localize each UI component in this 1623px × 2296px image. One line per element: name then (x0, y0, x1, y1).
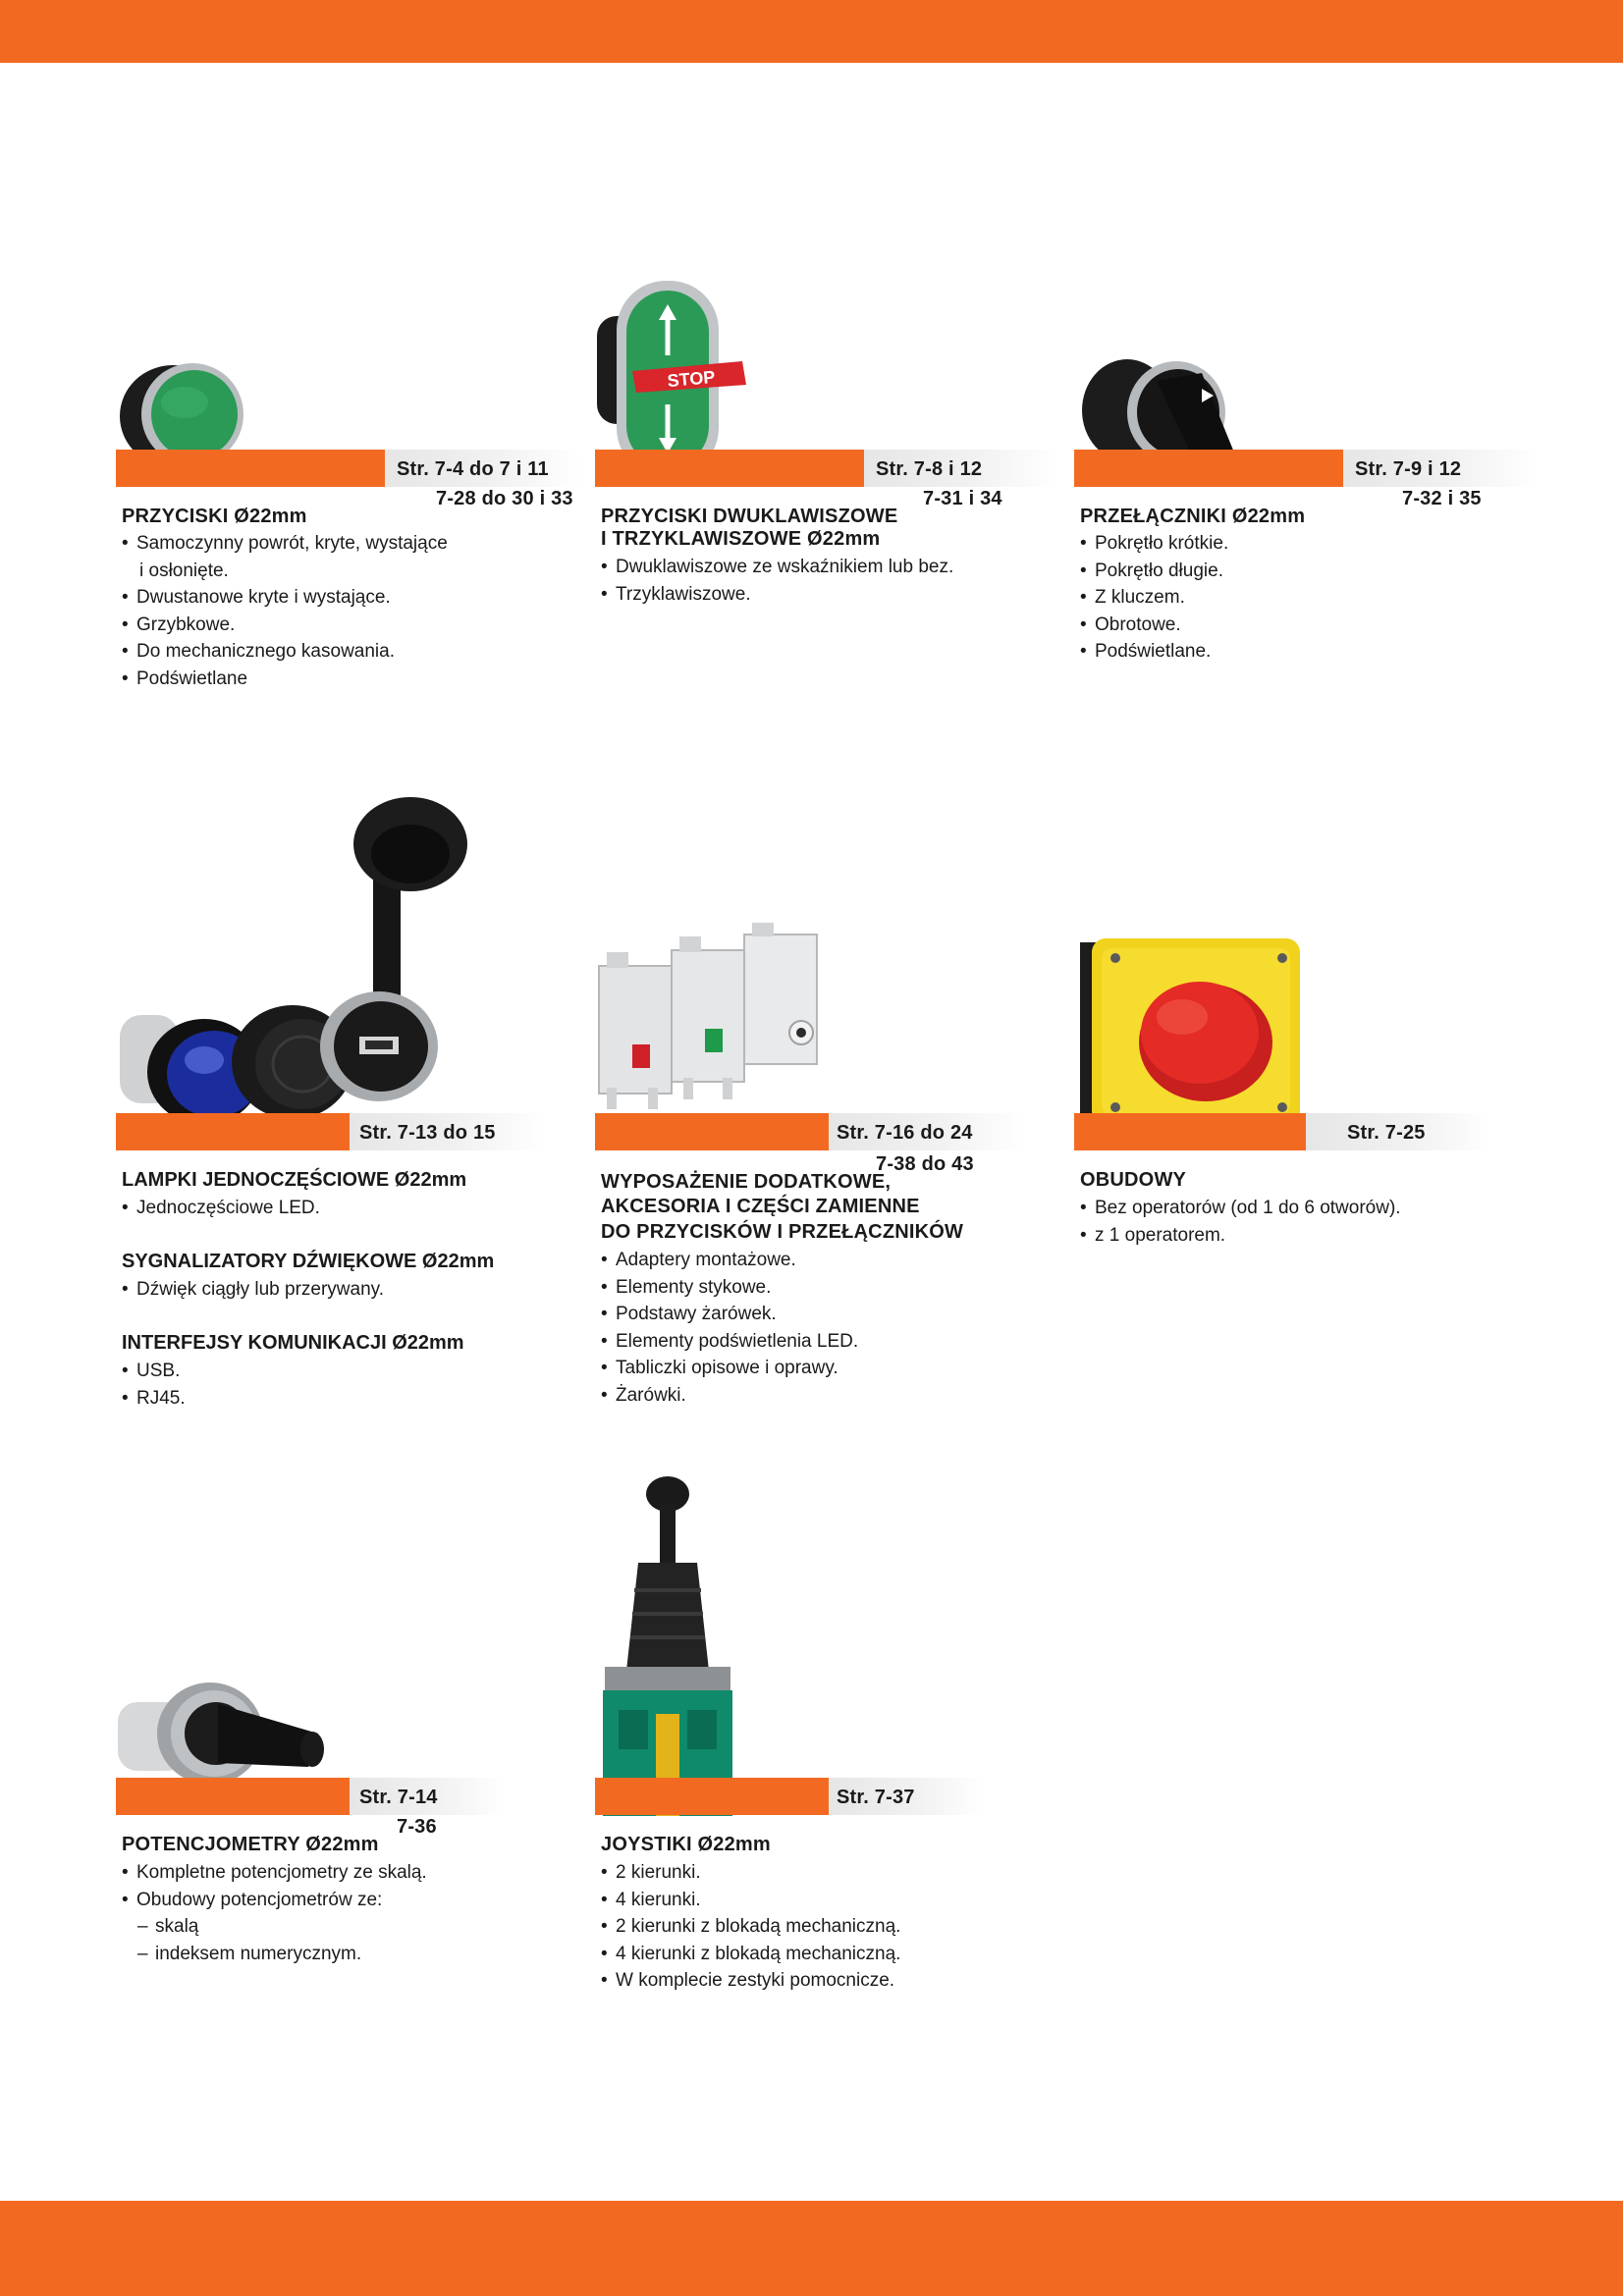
feature-list (122, 1276, 384, 1304)
list-item: • Tabliczki opisowe i oprawy. (601, 1355, 858, 1382)
page-ref: Str. 7-9 i 12 (1355, 458, 1462, 480)
list-item: • 4 kierunki z blokadą mechaniczną. (601, 1941, 900, 1968)
list-item: • Dwustanowe kryte i wystające. (122, 584, 448, 612)
product-title: WYPOSAŻENIE DODATKOWE, (601, 1171, 892, 1193)
list-item: • Dwuklawiszowe ze wskaźnikiem lub bez. (601, 554, 953, 581)
product-title: POTENCJOMETRY Ø22mm (122, 1834, 379, 1855)
list-item: • Żarówki. (601, 1382, 858, 1410)
product-title-3: DO PRZYCISKÓW I PRZEŁĄCZNIKÓW (601, 1221, 964, 1243)
pilot-light-buzzer-usb-icon (116, 797, 489, 1121)
product-title: PRZYCISKI DWUKLAWISZOWE (601, 506, 898, 527)
list-item: • W komplecie zestyki pomocnicze. (601, 1967, 900, 1995)
ref-bar (595, 1778, 829, 1815)
list-item: • Kompletne potencjometry ze skalą. (122, 1859, 427, 1887)
list-item: • Dźwięk ciągły lub przerywany. (122, 1276, 384, 1304)
section-title: INTERFEJSY KOMUNIKACJI Ø22mm (122, 1332, 464, 1354)
ref-bar (1074, 1113, 1306, 1150)
list-item: • Grzybkowe. (122, 612, 448, 639)
ref-bar (1074, 450, 1343, 487)
list-item: • Obudowy potencjometrów ze: (122, 1887, 427, 1914)
list-item: • Do mechanicznego kasowania. (122, 638, 448, 666)
product-title: PRZYCISKI Ø22mm (122, 506, 307, 527)
page-ref: Str. 7-8 i 12 (876, 458, 983, 480)
feature-list (601, 1859, 900, 1995)
page-ref: Str. 7-37 (837, 1787, 915, 1808)
page-ref: Str. 7-16 do 24 (837, 1122, 973, 1144)
list-item: • Z kluczem. (1080, 584, 1228, 612)
list-item: • Elementy stykowe. (601, 1274, 858, 1302)
bottom-orange-band (0, 2201, 1623, 2296)
top-orange-band (0, 0, 1623, 63)
page-ref-2: 7-36 (397, 1816, 437, 1838)
feature-list (601, 1247, 858, 1409)
feature-list (122, 1358, 186, 1412)
page-ref-2: 7-32 i 35 (1402, 488, 1482, 509)
list-item: • USB. (122, 1358, 186, 1385)
feature-list (122, 530, 448, 692)
stop-label: STOP (666, 366, 717, 392)
list-item: i osłonięte. (139, 560, 229, 581)
list-item: • Jednoczęściowe LED. (122, 1195, 320, 1222)
list-item: • Pokrętło długie. (1080, 558, 1228, 585)
list-item: • Adaptery montażowe. (601, 1247, 858, 1274)
list-item: • Obrotowe. (1080, 612, 1228, 639)
page-ref-2: 7-31 i 34 (923, 488, 1002, 509)
product-title: JOYSTIKI Ø22mm (601, 1834, 771, 1855)
joystick-icon (599, 1474, 736, 1816)
ref-bar (595, 450, 864, 487)
list-item: • Podświetlane (122, 666, 448, 693)
list-subitem: – skalą (122, 1913, 427, 1941)
page-ref-2: 7-28 do 30 i 33 (436, 488, 573, 509)
list-item: • z 1 operatorem. (1080, 1222, 1401, 1250)
product-title: PRZEŁĄCZNIKI Ø22mm (1080, 506, 1306, 527)
feature-list (122, 1195, 320, 1222)
product-title-2: I TRZYKLAWISZOWE Ø22mm (601, 528, 881, 550)
emergency-stop-enclosure-icon (1080, 934, 1306, 1131)
page-ref: Str. 7-13 do 15 (359, 1122, 496, 1144)
ref-bar (595, 1113, 829, 1150)
list-item: • Podświetlane. (1080, 638, 1228, 666)
list-item: • 2 kierunki. (601, 1859, 900, 1887)
list-item: • Pokrętło krótkie. (1080, 530, 1228, 558)
feature-list (601, 554, 953, 608)
list-item: • RJ45. (122, 1385, 186, 1413)
page-ref: Str. 7-25 (1347, 1122, 1426, 1144)
section-title: LAMPKI JEDNOCZĘŚCIOWE Ø22mm (122, 1169, 467, 1191)
ref-bar (116, 1778, 350, 1815)
list-item: • Trzyklawiszowe. (601, 581, 953, 609)
feature-list (122, 1859, 427, 1967)
product-title-2: AKCESORIA I CZĘŚCI ZAMIENNE (601, 1196, 920, 1217)
list-item: • 4 kierunki. (601, 1887, 900, 1914)
page-ref: Str. 7-14 (359, 1787, 438, 1808)
list-item: • 2 kierunki z blokadą mechaniczną. (601, 1913, 900, 1941)
list-item: • Elementy podświetlenia LED. (601, 1328, 858, 1356)
list-item: • Samoczynny powrót, kryte, wystające (122, 530, 448, 558)
list-item: • Podstawy żarówek. (601, 1301, 858, 1328)
page-ref: Str. 7-4 do 7 i 11 (397, 458, 549, 480)
feature-list (1080, 1195, 1401, 1249)
feature-list (1080, 530, 1228, 666)
list-item: • Bez operatorów (od 1 do 6 otworów). (1080, 1195, 1401, 1222)
ref-bar (116, 1113, 350, 1150)
list-subitem: – indeksem numerycznym. (122, 1941, 427, 1968)
ref-bar (116, 450, 385, 487)
product-title: OBUDOWY (1080, 1169, 1187, 1191)
contact-blocks-icon (593, 923, 839, 1119)
section-title: SYGNALIZATORY DŹWIĘKOWE Ø22mm (122, 1251, 495, 1272)
page-ref-2: 7-38 do 43 (876, 1153, 974, 1175)
